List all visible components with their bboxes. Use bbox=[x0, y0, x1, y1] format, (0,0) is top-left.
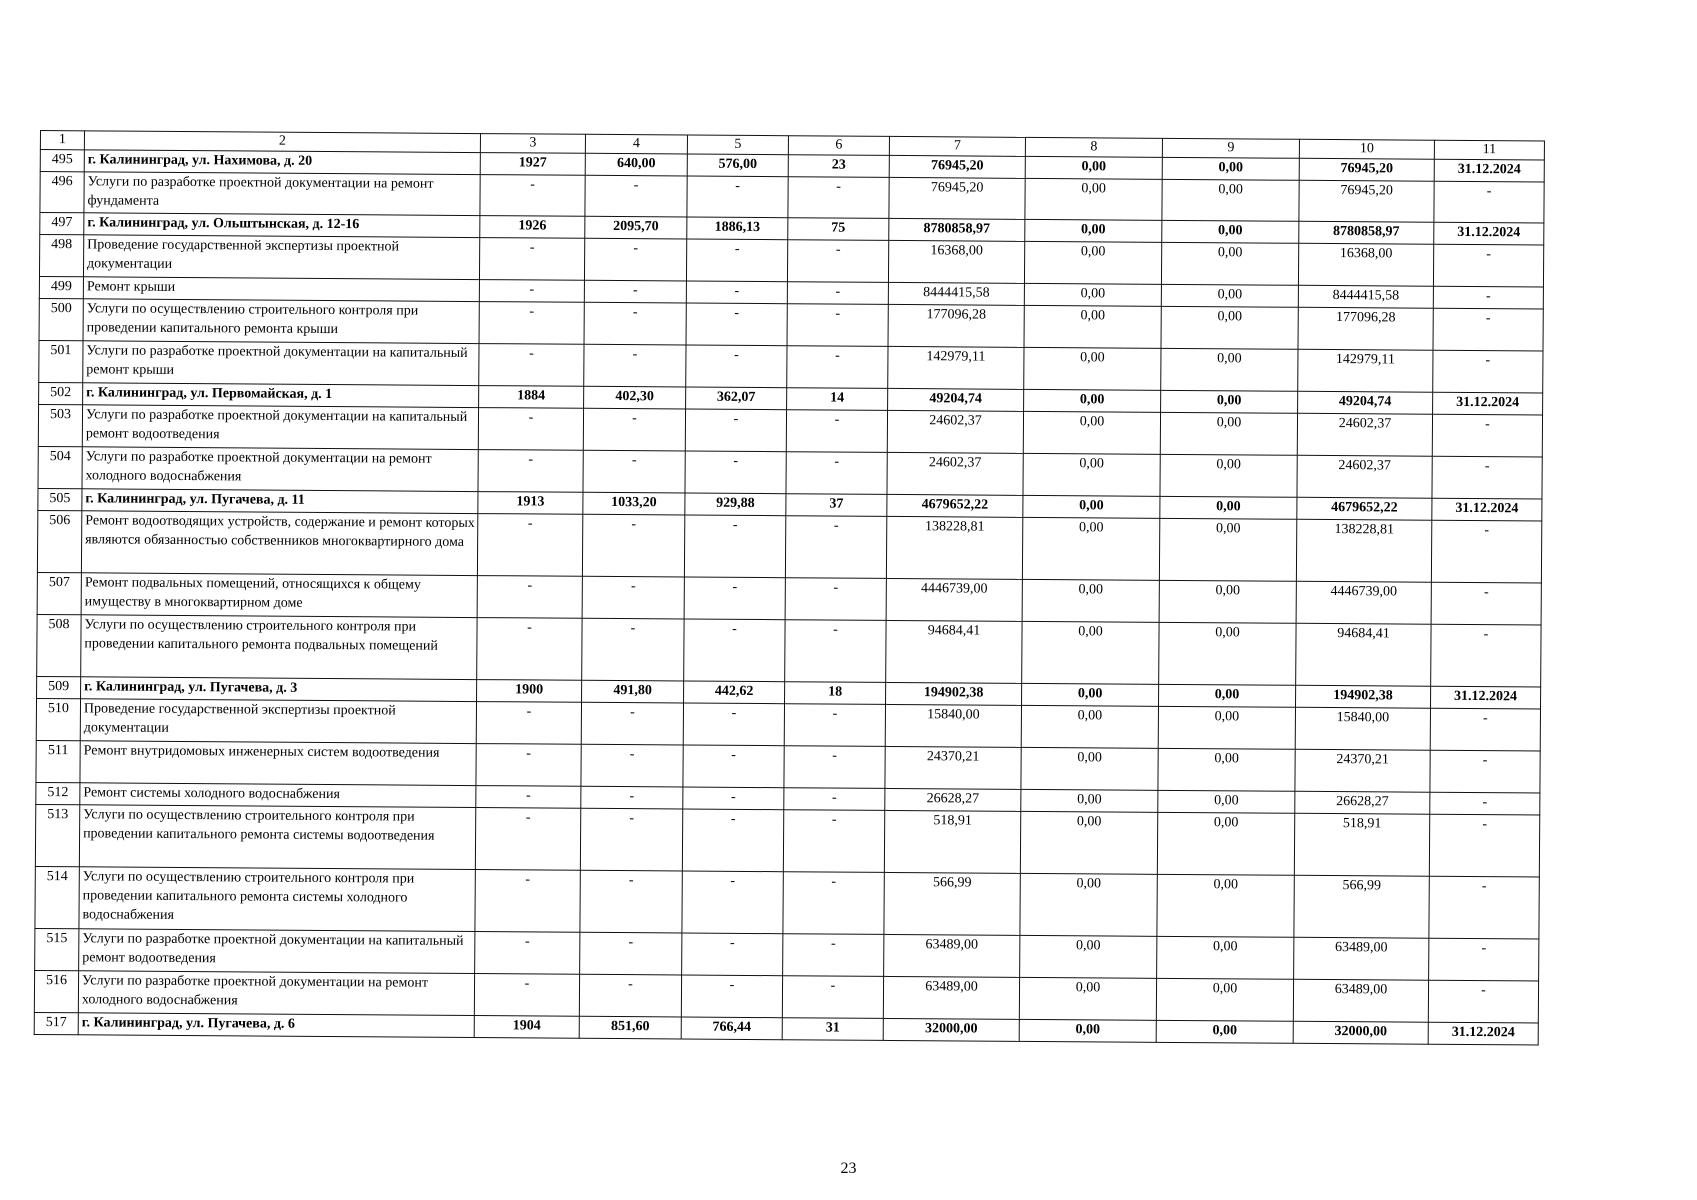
completion-date: - bbox=[1431, 582, 1541, 625]
total-area: 491,80 bbox=[582, 680, 684, 703]
work-row bbox=[35, 866, 1539, 938]
build-year: 1884 bbox=[479, 386, 584, 409]
row-number: 502 bbox=[39, 382, 83, 404]
row-description: г. Калининград, ул. Пугачева, д. 6 bbox=[78, 1013, 474, 1038]
residents-count: - bbox=[787, 282, 888, 305]
build-year: - bbox=[474, 974, 579, 1017]
fund-budget: 0,00 bbox=[1022, 579, 1159, 622]
completion-date: - bbox=[1433, 350, 1543, 393]
column-number-8: 8 bbox=[1025, 137, 1162, 157]
completion-date: - bbox=[1429, 814, 1539, 877]
completion-date: 31.12.2024 bbox=[1428, 1022, 1538, 1045]
completion-date: - bbox=[1431, 520, 1541, 583]
column-number-7: 7 bbox=[889, 136, 1025, 156]
living-area: 766,44 bbox=[681, 1017, 782, 1040]
completion-date: - bbox=[1431, 624, 1541, 687]
total-area: - bbox=[579, 974, 681, 1017]
row-number: 514 bbox=[35, 866, 79, 928]
row-description: г. Калининград, ул. Пугачева, д. 3 bbox=[81, 677, 477, 702]
fund-budget: 0,00 bbox=[1024, 241, 1161, 284]
build-year: - bbox=[480, 175, 585, 217]
residents-count: 75 bbox=[788, 218, 889, 241]
completion-date: 31.12.2024 bbox=[1433, 392, 1543, 415]
row-description: Проведение государственной экспертизы проектной документации bbox=[80, 699, 476, 744]
residents-count: - bbox=[782, 976, 883, 1019]
row-description: Услуги по осуществлению строительного контроля при проведении капитального ремонта системы водоотведения bbox=[79, 805, 475, 870]
owner-funds: 76945,20 bbox=[1299, 180, 1434, 222]
row-number: 510 bbox=[36, 698, 80, 740]
other-sources: 0,00 bbox=[1156, 1020, 1293, 1043]
owner-funds: 142979,11 bbox=[1298, 349, 1433, 392]
fund-budget: 0,00 bbox=[1024, 305, 1161, 348]
fund-budget: 0,00 bbox=[1022, 683, 1159, 706]
fund-budget: 0,00 bbox=[1022, 517, 1159, 580]
total-area: - bbox=[582, 514, 684, 577]
build-year: - bbox=[479, 344, 584, 387]
total-area: 2095,70 bbox=[585, 216, 687, 239]
work-row bbox=[35, 804, 1539, 876]
build-year: - bbox=[477, 618, 582, 681]
total-area: - bbox=[585, 175, 687, 217]
owner-funds: 76945,20 bbox=[1299, 158, 1434, 181]
completion-date: - bbox=[1434, 181, 1544, 223]
total-cost: 32000,00 bbox=[883, 1018, 1019, 1041]
other-sources: 0,00 bbox=[1160, 496, 1297, 519]
total-area: - bbox=[583, 408, 685, 451]
owner-funds: 15840,00 bbox=[1295, 707, 1430, 750]
owner-funds: 518,91 bbox=[1294, 813, 1429, 876]
residents-count: - bbox=[785, 620, 886, 683]
living-area: - bbox=[682, 933, 783, 976]
living-area: - bbox=[686, 239, 787, 282]
completion-date: - bbox=[1429, 938, 1539, 981]
owner-funds: 63489,00 bbox=[1294, 937, 1429, 980]
owner-funds: 4446739,00 bbox=[1296, 581, 1431, 624]
row-description: Услуги по осуществлению строительного контроля при проведении капитального ремонта системы холодного водоснабжения bbox=[79, 867, 475, 932]
other-sources: 0,00 bbox=[1161, 242, 1298, 285]
residents-count: - bbox=[787, 240, 888, 283]
living-area: - bbox=[684, 577, 785, 620]
total-area: - bbox=[580, 870, 682, 933]
column-number-5: 5 bbox=[687, 135, 788, 155]
row-number: 496 bbox=[40, 172, 84, 213]
column-number-9: 9 bbox=[1162, 138, 1299, 158]
build-year: 1927 bbox=[480, 153, 585, 176]
total-cost: 49204,74 bbox=[888, 388, 1024, 411]
column-number-4: 4 bbox=[585, 134, 687, 154]
total-area: 1033,20 bbox=[583, 492, 685, 515]
row-description: Услуги по осуществлению строительного контроля при проведении капитального ремонта подвальных помещений bbox=[81, 615, 477, 680]
total-cost: 4446739,00 bbox=[886, 578, 1022, 621]
total-cost: 142979,11 bbox=[888, 346, 1024, 389]
completion-date: - bbox=[1430, 792, 1540, 815]
fund-budget: 0,00 bbox=[1020, 811, 1157, 874]
work-row bbox=[37, 614, 1541, 686]
residents-count: - bbox=[788, 177, 889, 219]
other-sources: 0,00 bbox=[1159, 580, 1296, 623]
owner-funds: 24602,37 bbox=[1297, 455, 1432, 498]
row-number: 497 bbox=[40, 213, 84, 235]
column-number-3: 3 bbox=[480, 134, 585, 154]
row-description: Ремонт подвальных помещений, относящихся к общему имуществу в многоквартирном доме bbox=[81, 573, 477, 618]
total-area: - bbox=[582, 618, 684, 681]
living-area: 929,88 bbox=[685, 493, 786, 516]
total-area: - bbox=[583, 450, 685, 493]
owner-funds: 177096,28 bbox=[1298, 307, 1433, 350]
owner-funds: 24602,37 bbox=[1297, 413, 1432, 456]
row-number: 512 bbox=[36, 782, 80, 804]
total-area: - bbox=[584, 302, 686, 345]
build-year: - bbox=[477, 576, 582, 619]
row-number: 506 bbox=[37, 510, 81, 572]
row-number: 505 bbox=[38, 488, 82, 510]
total-cost: 24602,37 bbox=[887, 410, 1023, 453]
living-area: - bbox=[683, 745, 784, 788]
other-sources: 0,00 bbox=[1162, 220, 1299, 243]
total-cost: 177096,28 bbox=[888, 304, 1024, 347]
other-sources: 0,00 bbox=[1156, 978, 1293, 1021]
residents-count: 31 bbox=[782, 1018, 883, 1041]
total-cost: 24602,37 bbox=[887, 452, 1023, 495]
living-area: 1886,13 bbox=[687, 217, 788, 240]
fund-budget: 0,00 bbox=[1025, 219, 1162, 242]
residents-count: - bbox=[783, 872, 884, 935]
row-description: Ремонт внутридомовых инженерных систем водоотведения bbox=[80, 741, 476, 786]
living-area: - bbox=[684, 515, 785, 578]
page-number: 23 bbox=[840, 1160, 857, 1177]
build-year: 1913 bbox=[478, 492, 583, 515]
build-year: - bbox=[475, 870, 580, 933]
completion-date: - bbox=[1430, 708, 1540, 751]
living-area: - bbox=[685, 409, 786, 452]
owner-funds: 8444415,58 bbox=[1298, 285, 1433, 308]
owner-funds: 4679652,22 bbox=[1297, 497, 1432, 520]
row-number: 517 bbox=[34, 1012, 78, 1034]
total-area: - bbox=[580, 932, 682, 975]
completion-date: - bbox=[1433, 286, 1543, 309]
other-sources: 0,00 bbox=[1159, 622, 1296, 685]
row-description: Услуги по разработке проектной документации на капитальный ремонт водоотведения bbox=[79, 929, 475, 974]
living-area: - bbox=[685, 451, 786, 494]
total-area: - bbox=[584, 280, 686, 303]
build-year: 1926 bbox=[480, 216, 585, 239]
row-number: 516 bbox=[34, 970, 78, 1012]
total-cost: 63489,00 bbox=[884, 934, 1020, 977]
other-sources: 0,00 bbox=[1159, 684, 1296, 707]
other-sources: 0,00 bbox=[1160, 454, 1297, 497]
owner-funds: 8780858,97 bbox=[1299, 221, 1434, 244]
fund-budget: 0,00 bbox=[1023, 495, 1160, 518]
living-area: - bbox=[681, 975, 782, 1018]
fund-budget: 0,00 bbox=[1021, 747, 1158, 790]
row-number: 499 bbox=[39, 276, 83, 298]
owner-funds: 49204,74 bbox=[1298, 391, 1433, 414]
column-number-10: 10 bbox=[1299, 139, 1434, 159]
build-year: - bbox=[475, 808, 580, 871]
row-number: 508 bbox=[37, 614, 81, 676]
other-sources: 0,00 bbox=[1160, 412, 1297, 455]
owner-funds: 26628,27 bbox=[1295, 791, 1430, 814]
total-area: - bbox=[582, 576, 684, 619]
row-number: 503 bbox=[38, 404, 82, 446]
total-cost: 76945,20 bbox=[889, 177, 1025, 219]
total-area: 402,30 bbox=[584, 386, 686, 409]
residents-count: - bbox=[787, 304, 888, 347]
living-area: - bbox=[682, 871, 783, 934]
other-sources: 0,00 bbox=[1162, 157, 1299, 180]
residents-count: - bbox=[786, 410, 887, 453]
owner-funds: 194902,38 bbox=[1296, 685, 1431, 708]
living-area: - bbox=[683, 703, 784, 746]
column-number-2: 2 bbox=[84, 131, 480, 153]
build-year: 1904 bbox=[474, 1016, 579, 1039]
living-area: 362,07 bbox=[686, 387, 787, 410]
other-sources: 0,00 bbox=[1161, 348, 1298, 391]
other-sources: 0,00 bbox=[1158, 748, 1295, 791]
fund-budget: 0,00 bbox=[1025, 156, 1162, 179]
build-year: - bbox=[478, 450, 583, 493]
other-sources: 0,00 bbox=[1158, 706, 1295, 749]
row-number: 515 bbox=[35, 928, 79, 970]
row-description: Услуги по разработке проектной документации на капитальный ремонт крыши bbox=[83, 341, 479, 386]
residents-count: - bbox=[784, 746, 885, 789]
residents-count: 14 bbox=[787, 388, 888, 411]
total-area: - bbox=[584, 344, 686, 387]
row-number: 513 bbox=[35, 804, 79, 866]
owner-funds: 138228,81 bbox=[1296, 519, 1431, 582]
residents-count: - bbox=[783, 934, 884, 977]
living-area: 576,00 bbox=[687, 154, 788, 177]
living-area: - bbox=[684, 619, 785, 682]
row-number: 498 bbox=[39, 235, 83, 277]
living-area: - bbox=[686, 345, 787, 388]
completion-date: 31.12.2024 bbox=[1430, 686, 1540, 709]
total-cost: 16368,00 bbox=[888, 240, 1024, 283]
residents-count: - bbox=[786, 452, 887, 495]
residents-count: - bbox=[784, 788, 885, 811]
residents-count: 23 bbox=[788, 155, 889, 178]
other-sources: 0,00 bbox=[1161, 306, 1298, 349]
living-area: - bbox=[687, 176, 788, 218]
build-year: - bbox=[479, 302, 584, 345]
build-year: 1900 bbox=[477, 680, 582, 703]
fund-budget: 0,00 bbox=[1024, 389, 1161, 412]
build-year: - bbox=[476, 786, 581, 809]
row-number: 507 bbox=[37, 572, 81, 614]
row-description: Ремонт крыши bbox=[83, 277, 479, 302]
row-description: Услуги по разработке проектной документации на ремонт холодного водоснабжения bbox=[82, 447, 478, 492]
total-cost: 76945,20 bbox=[889, 155, 1025, 178]
fund-budget: 0,00 bbox=[1023, 453, 1160, 496]
completion-date: 31.12.2024 bbox=[1434, 222, 1544, 245]
fund-budget: 0,00 bbox=[1025, 178, 1162, 220]
row-number: 511 bbox=[36, 740, 80, 782]
fund-budget: 0,00 bbox=[1024, 347, 1161, 390]
build-year: - bbox=[475, 932, 580, 975]
owner-funds: 24370,21 bbox=[1295, 749, 1430, 792]
row-description: г. Калининград, ул. Ольштынская, д. 12-16 bbox=[84, 213, 480, 238]
owner-funds: 16368,00 bbox=[1298, 243, 1433, 286]
owner-funds: 32000,00 bbox=[1293, 1021, 1428, 1044]
owner-funds: 566,99 bbox=[1294, 875, 1429, 938]
work-row bbox=[37, 510, 1541, 582]
total-area: 640,00 bbox=[585, 153, 687, 176]
build-year: - bbox=[479, 238, 584, 281]
row-description: г. Калининград, ул. Нахимова, д. 20 bbox=[84, 150, 480, 175]
total-area: - bbox=[581, 744, 683, 787]
living-area: - bbox=[682, 809, 783, 872]
residents-count: - bbox=[785, 516, 886, 579]
other-sources: 0,00 bbox=[1157, 874, 1294, 937]
total-area: - bbox=[581, 702, 683, 745]
other-sources: 0,00 bbox=[1161, 284, 1298, 307]
build-year: - bbox=[477, 514, 582, 577]
total-cost: 94684,41 bbox=[886, 620, 1022, 683]
completion-date: 31.12.2024 bbox=[1432, 498, 1542, 521]
column-number-6: 6 bbox=[788, 136, 889, 156]
row-number: 504 bbox=[38, 446, 82, 488]
row-description: г. Калининград, ул. Первомайская, д. 1 bbox=[83, 383, 479, 408]
row-description: Услуги по разработке проектной документации на капитальный ремонт водоотведения bbox=[82, 405, 478, 450]
residents-count: - bbox=[787, 346, 888, 389]
completion-date: - bbox=[1432, 414, 1542, 457]
total-area: 851,60 bbox=[579, 1016, 681, 1039]
total-cost: 8780858,97 bbox=[889, 218, 1025, 241]
completion-date: - bbox=[1433, 308, 1543, 351]
total-cost: 518,91 bbox=[884, 810, 1020, 873]
owner-funds: 94684,41 bbox=[1296, 623, 1431, 686]
residents-count: - bbox=[785, 578, 886, 621]
total-cost: 194902,38 bbox=[886, 682, 1022, 705]
build-year: - bbox=[478, 408, 583, 451]
other-sources: 0,00 bbox=[1161, 390, 1298, 413]
column-number-1: 1 bbox=[40, 131, 84, 150]
completion-date: - bbox=[1430, 750, 1540, 793]
other-sources: 0,00 bbox=[1158, 790, 1295, 813]
row-description: Услуги по осуществлению строительного контроля при проведении капитального ремонта крыши bbox=[83, 299, 479, 344]
total-cost: 63489,00 bbox=[883, 976, 1019, 1019]
row-description: Услуги по разработке проектной документации на ремонт фундамента bbox=[84, 172, 480, 216]
row-description: г. Калининград, ул. Пугачева, д. 11 bbox=[82, 489, 478, 514]
completion-date: - bbox=[1433, 244, 1543, 287]
total-cost: 4679652,22 bbox=[887, 494, 1023, 517]
total-cost: 24370,21 bbox=[885, 746, 1021, 789]
fund-budget: 0,00 bbox=[1021, 789, 1158, 812]
total-cost: 138228,81 bbox=[886, 516, 1022, 579]
fund-budget: 0,00 bbox=[1020, 873, 1157, 936]
build-year: - bbox=[476, 744, 581, 787]
other-sources: 0,00 bbox=[1157, 812, 1294, 875]
capital-repair-table bbox=[34, 130, 1545, 1045]
row-number: 500 bbox=[39, 298, 83, 340]
completion-date: - bbox=[1432, 456, 1542, 499]
fund-budget: 0,00 bbox=[1023, 411, 1160, 454]
completion-date: 31.12.2024 bbox=[1434, 159, 1544, 182]
living-area: - bbox=[683, 787, 784, 810]
fund-budget: 0,00 bbox=[1022, 621, 1159, 684]
fund-budget: 0,00 bbox=[1019, 1019, 1156, 1042]
row-number: 501 bbox=[39, 340, 83, 382]
row-description: Ремонт водоотводящих устройств, содержание и ремонт которых являются обязанностью собственников многоквартирного дома bbox=[81, 511, 477, 576]
total-cost: 8444415,58 bbox=[888, 282, 1024, 305]
fund-budget: 0,00 bbox=[1024, 283, 1161, 306]
build-year: - bbox=[479, 280, 584, 303]
completion-date: - bbox=[1428, 980, 1538, 1023]
row-description: Проведение государственной экспертизы проектной документации bbox=[83, 235, 479, 280]
fund-budget: 0,00 bbox=[1020, 935, 1157, 978]
total-cost: 15840,00 bbox=[885, 704, 1021, 747]
build-year: - bbox=[476, 702, 581, 745]
living-area: 442,62 bbox=[684, 681, 785, 704]
residents-count: 37 bbox=[786, 494, 887, 517]
table-body bbox=[34, 131, 1544, 1045]
fund-budget: 0,00 bbox=[1021, 705, 1158, 748]
total-area: - bbox=[580, 808, 682, 871]
residents-count: 18 bbox=[785, 682, 886, 705]
owner-funds: 63489,00 bbox=[1293, 979, 1428, 1022]
total-cost: 26628,27 bbox=[885, 788, 1021, 811]
fund-budget: 0,00 bbox=[1019, 977, 1156, 1020]
living-area: - bbox=[686, 303, 787, 346]
row-number: 495 bbox=[40, 150, 84, 172]
completion-date: - bbox=[1429, 876, 1539, 939]
residents-count: - bbox=[783, 810, 884, 873]
other-sources: 0,00 bbox=[1159, 518, 1296, 581]
column-number-11: 11 bbox=[1434, 140, 1544, 160]
other-sources: 0,00 bbox=[1157, 936, 1294, 979]
total-area: - bbox=[584, 238, 686, 281]
residents-count: - bbox=[784, 704, 885, 747]
total-area: - bbox=[581, 786, 683, 809]
total-cost: 566,99 bbox=[884, 872, 1020, 935]
row-number: 509 bbox=[37, 676, 81, 698]
other-sources: 0,00 bbox=[1162, 179, 1299, 221]
living-area: - bbox=[686, 281, 787, 304]
row-description: Ремонт системы холодного водоснабжения bbox=[80, 783, 476, 808]
row-description: Услуги по разработке проектной документации на ремонт холодного водоснабжения bbox=[78, 971, 474, 1016]
